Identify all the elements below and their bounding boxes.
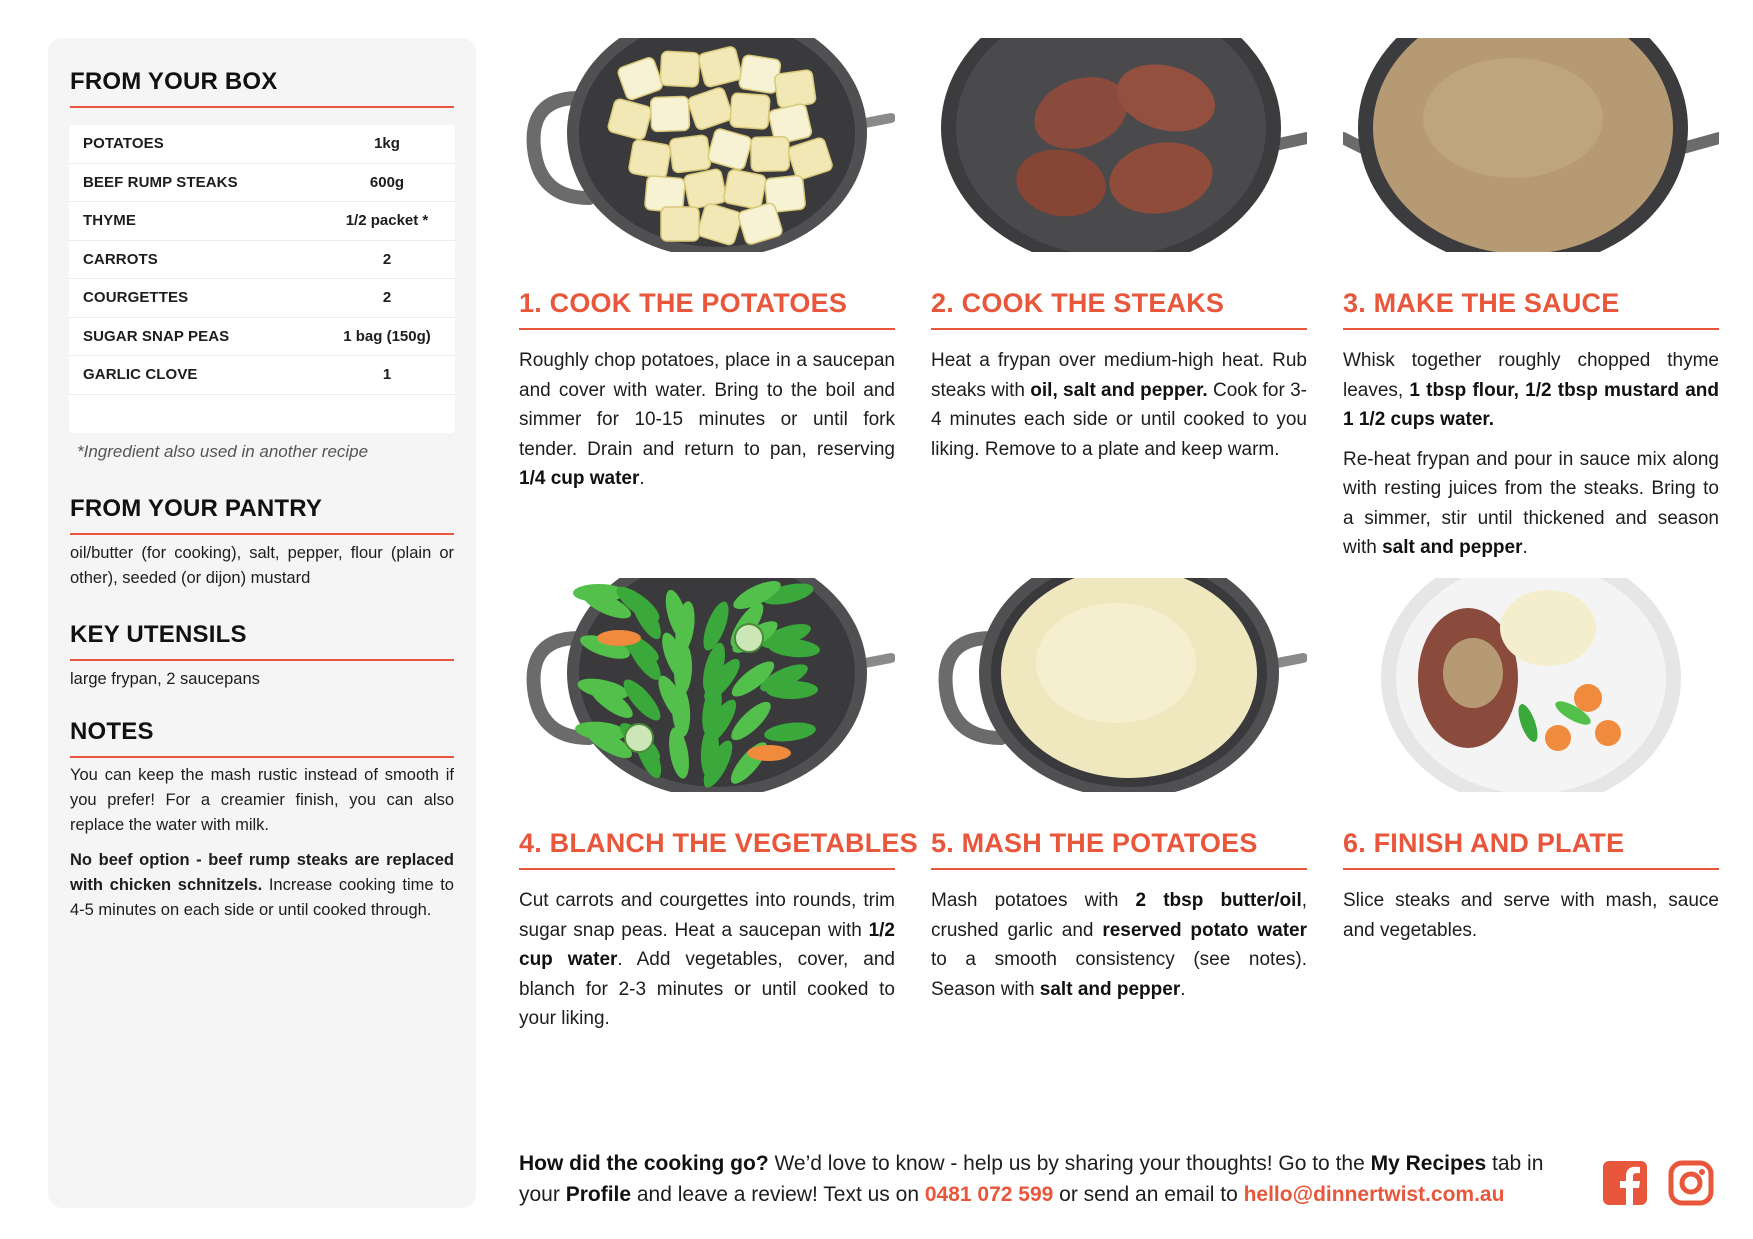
- ingredient-name: SUGAR SNAP PEAS: [83, 327, 230, 345]
- plated-dish-photo: [1343, 578, 1719, 792]
- footer-text-3: and leave a review! Text us on: [631, 1183, 925, 1206]
- step-text-bold: salt and pepper: [1039, 978, 1181, 1000]
- step-1: [519, 38, 895, 494]
- ingredient-row: [69, 164, 455, 203]
- notes-no-beef-rest: Increase cooking time to 4-5 minutes on each side or until cooked through.: [70, 876, 454, 919]
- step-body: [931, 346, 1307, 464]
- step-paragraph: [1343, 886, 1719, 945]
- step-text-bold: salt and pepper: [1382, 537, 1523, 558]
- footer-text-1: We’d love to know - help us by sharing your thoughts! Go to the: [768, 1152, 1371, 1175]
- facebook-icon[interactable]: [1602, 1160, 1648, 1206]
- ingredient-qty: 2: [382, 289, 392, 307]
- ingredient-row: [69, 202, 455, 241]
- my-recipes-link[interactable]: My Recipes: [1370, 1152, 1487, 1175]
- utensils-title: KEY UTENSILS: [70, 621, 454, 661]
- sauce-in-frypan-photo: [1343, 38, 1719, 252]
- instagram-icon[interactable]: [1668, 1160, 1714, 1206]
- utensils-text: large frypan, 2 saucepans: [70, 670, 260, 688]
- step-body: [1343, 886, 1719, 945]
- footer-text-4: or send an email to: [1053, 1183, 1244, 1206]
- step-text: Whisk together roughly chopped thyme leaves,: [1343, 350, 1719, 401]
- ingredient-footnote: *Ingredient also used in another recipe: [77, 442, 369, 461]
- step-text-bold: 1/4 cup water: [519, 468, 640, 489]
- step-text-bold: 2 tbsp butter/oil: [1135, 890, 1302, 911]
- ingredient-row: [69, 356, 455, 395]
- step-title: 3. MAKE THE SAUCE: [1343, 288, 1719, 330]
- step-text: Re-heat frypan and pour in sauce mix along with resting juices from the steaks. Bring to a simmer, stir until thickened and season with: [1343, 448, 1719, 558]
- step-title: 2. COOK THE STEAKS: [931, 288, 1307, 330]
- step-text: , crushed garlic and: [931, 890, 1308, 941]
- step-6: [1343, 578, 1719, 945]
- profile-link[interactable]: Profile: [565, 1183, 632, 1206]
- step-text: Slice steaks and serve with mash, sauce and vegetables.: [1343, 890, 1719, 941]
- step-4: [519, 578, 918, 1034]
- ingredient-name: GARLIC CLOVE: [83, 366, 198, 384]
- ingredient-name: COURGETTES: [83, 289, 189, 307]
- phone-link[interactable]: 0481 072 599: [924, 1183, 1054, 1206]
- ingredient-name: THYME: [83, 212, 136, 230]
- ingredient-qty: 1: [382, 366, 392, 384]
- step-body: [931, 886, 1307, 1004]
- pantry-title: FROM YOUR PANTRY: [70, 495, 454, 535]
- step-text: Heat a frypan over medium-high heat. Rub steaks with: [931, 350, 1307, 401]
- step-text: to a smooth consistency (see notes). Season with: [931, 949, 1307, 1000]
- step-text: . Add vegetables, cover, and blanch for 2-3 minutes or until cooked to your liking.: [519, 949, 895, 1029]
- footer-question: How did the cooking go?: [519, 1152, 769, 1175]
- ingredient-row: [69, 241, 455, 280]
- notes-no-beef-bold: No beef option - beef rump steaks are replaced with chicken schnitzels.: [70, 851, 454, 894]
- potatoes-in-saucepan-photo: [519, 38, 895, 252]
- ingredient-qty: 600g: [369, 173, 405, 191]
- step-title: 5. MASH THE POTATOES: [931, 828, 1307, 870]
- step-text-bold: 1 tbsp flour, 1/2 tbsp mustard and 1 1/2 cups water.: [1343, 379, 1719, 430]
- step-body: [519, 346, 895, 494]
- step-text: Cut carrots and courgettes into rounds, trim sugar snap peas. Heat a saucepan with: [519, 890, 895, 941]
- ingredient-row-empty: [69, 395, 455, 433]
- step-title: 1. COOK THE POTATOES: [519, 288, 895, 330]
- notes-paragraph-1: You can keep the mash rustic instead of smooth if you prefer! For a creamier finish, you can also replace the water with milk.: [70, 766, 454, 834]
- ingredient-row: [69, 318, 455, 357]
- step-title: 4. BLANCH THE VEGETABLES: [519, 828, 895, 870]
- ingredient-qty: 2: [382, 250, 392, 268]
- ingredient-row: [69, 125, 455, 164]
- step-body: [519, 886, 895, 1034]
- step-text-bold: reserved potato water: [1102, 919, 1307, 941]
- step-3: [1343, 38, 1719, 563]
- step-text: Roughly chop potatoes, place in a saucepan and cover with water. Bring to the boil and simmer for 10-15 minutes or until fork tender. Drain and return to pan, reserving: [519, 350, 895, 460]
- step-paragraph: [519, 346, 895, 494]
- ingredient-name: CARROTS: [83, 250, 158, 268]
- pantry-text: oil/butter (for cooking), salt, pepper, flour (plain or other), seeded (or dijon) mustard: [70, 544, 454, 587]
- step-paragraph: [931, 346, 1307, 464]
- step-text: .: [639, 468, 645, 489]
- ingredients-sidebar: [48, 38, 476, 1208]
- step-paragraph: [1343, 346, 1719, 435]
- ingredient-qty: 1 bag (150g): [343, 327, 431, 345]
- ingredient-qty: 1/2 packet *: [345, 212, 429, 230]
- step-text: Cook for 3-4 minutes each side or until cooked to you liking. Remove to a plate and keep warm.: [931, 379, 1308, 460]
- ingredients-table: [69, 125, 455, 433]
- notes-paragraph-2: [70, 848, 454, 923]
- step-paragraph: [931, 886, 1307, 1004]
- step-text: Mash potatoes with: [931, 890, 1136, 911]
- mashed-potatoes-photo: [931, 578, 1307, 792]
- step-paragraph: [519, 886, 895, 1034]
- step-title: 6. FINISH AND PLATE: [1343, 828, 1719, 870]
- ingredient-name: BEEF RUMP STEAKS: [83, 173, 238, 191]
- step-body: [1343, 346, 1719, 563]
- feedback-footer: [519, 1148, 1589, 1210]
- step-paragraph: [1343, 445, 1719, 563]
- step-text-bold: oil, salt and pepper.: [1030, 379, 1208, 401]
- notes-title: NOTES: [70, 718, 454, 758]
- ingredient-qty: 1kg: [374, 135, 400, 153]
- vegetables-in-saucepan-photo: [519, 578, 895, 792]
- step-text-bold: 1/2 cup water: [519, 919, 895, 970]
- step-text: .: [1522, 537, 1528, 558]
- email-link[interactable]: hello@dinnertwist.com.au: [1243, 1183, 1505, 1206]
- box-title: FROM YOUR BOX: [70, 68, 454, 108]
- steaks-in-frypan-photo: [931, 38, 1307, 252]
- step-text: .: [1180, 978, 1186, 1000]
- step-2: [931, 38, 1307, 464]
- footer-text-2: tab in your: [519, 1152, 1544, 1206]
- step-5: [931, 578, 1307, 1004]
- ingredient-row: [69, 279, 455, 318]
- ingredient-name: POTATOES: [83, 135, 164, 153]
